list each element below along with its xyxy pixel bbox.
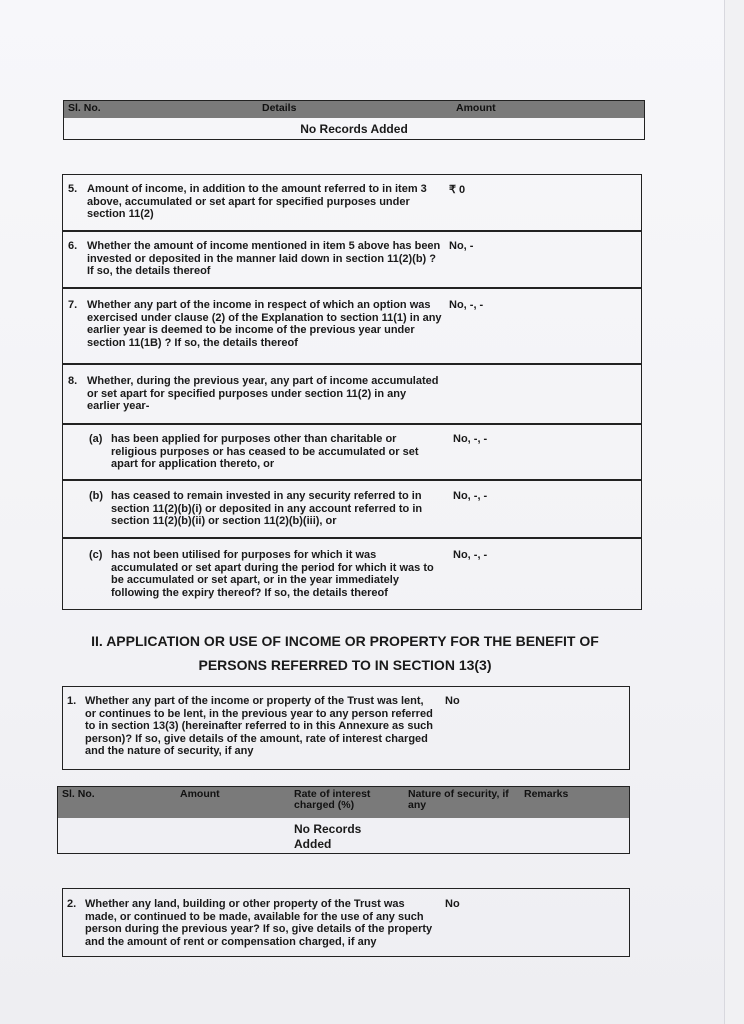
col-security: Nature of security, if any	[408, 788, 509, 811]
item-5	[62, 174, 642, 231]
item-text: Whether any part of the income or property of the Trust was lent, or continues to be lent, in the previous year to any person referred to in section 13(3) (hereinafter referred to in this Annexure as such person)? If so, give details of the amount, rate of interest charged and the nature of security, if any	[85, 695, 434, 757]
section2-question-2	[62, 888, 630, 957]
item-text: Whether the amount of income mentioned in item 5 above has been invested or deposited in the manner laid down in section 11(2)(b) ? If so, the details thereof	[87, 240, 441, 277]
col-amount: Amount	[456, 102, 496, 114]
item-6	[62, 231, 642, 288]
item-value: No, -, -	[449, 299, 484, 311]
section2-question-1	[62, 686, 630, 770]
item-number: (a)	[89, 433, 103, 445]
item-8	[62, 364, 642, 424]
item-text: Amount of income, in addition to the amount referred to in item 3 above, accumulated or set apart for specified purposes under section 11(2)	[87, 183, 427, 220]
item-value: ₹ 0	[449, 184, 466, 196]
table-header	[64, 101, 644, 118]
item-number: 7.	[68, 299, 78, 311]
col-rate: Rate of interest charged (%)	[294, 788, 371, 811]
item-value: No, -, -	[453, 490, 488, 502]
item-text: Whether any land, building or other property of the Trust was made, or continued to be made, available for the use of any such person during the previous year? If so, give details of the property and the amount of rent or compensation charged, if any	[85, 898, 433, 948]
section-heading-line2: PERSONS REFERRED TO IN SECTION 13(3)	[198, 657, 492, 673]
item-text: Whether, during the previous year, any part of income accumulated or set apart for specified purposes under section 11(2) in any earlier year-	[87, 375, 439, 412]
item-value: No, -	[449, 240, 474, 252]
item-number: (b)	[89, 490, 104, 502]
item-8c	[62, 538, 642, 610]
col-remarks: Remarks	[524, 788, 569, 800]
item-value: No, -, -	[453, 433, 488, 445]
item-text: has not been utilised for purposes for which it was accumulated or set apart during the period for which it was to be accumulated or set apart, or in the year immediately following the expiry thereof? If so, the details thereof	[111, 549, 434, 599]
empty-records-text: No Records Added	[294, 822, 362, 851]
empty-records-text: No Records Added	[300, 122, 408, 136]
section-heading-line1: II. APPLICATION OR USE OF INCOME OR PROPERTY FOR THE BENEFIT OF	[91, 633, 599, 649]
col-sl-no: Sl. No.	[68, 102, 101, 114]
item-7	[62, 288, 642, 364]
details-table	[63, 100, 645, 140]
item-number: 5.	[68, 183, 78, 195]
col-amount: Amount	[180, 788, 220, 800]
col-sl-no: Sl. No.	[62, 788, 95, 800]
item-text: has ceased to remain invested in any security referred to in section 11(2)(b)(i) or deposited in any account referred to in section 11(2)(b)(ii) or section 11(2)(b)(iii), or	[111, 490, 423, 527]
item-value: No	[445, 695, 460, 707]
item-number: 6.	[68, 240, 78, 252]
item-number: 8.	[68, 375, 78, 387]
item-number: (c)	[89, 549, 103, 561]
item-8b	[62, 480, 642, 538]
item-value: No, -, -	[453, 549, 488, 561]
item-value: No	[445, 898, 460, 910]
item-number: 2.	[67, 898, 77, 910]
item-text: Whether any part of the income in respect of which an option was exercised under clause (2) of the Explanation to section 11(1) in any earlier year is deemed to be income of the previous year under section 11(1B) ? If so, the details thereof	[87, 299, 442, 349]
item-8a	[62, 424, 642, 480]
col-details: Details	[262, 102, 297, 114]
item-text: has been applied for purposes other than charitable or religious purposes or has ceased to be accumulated or set apart for application thereto, or	[111, 433, 419, 470]
table-header	[58, 787, 629, 818]
item-number: 1.	[67, 695, 77, 707]
loans-table	[57, 786, 630, 854]
